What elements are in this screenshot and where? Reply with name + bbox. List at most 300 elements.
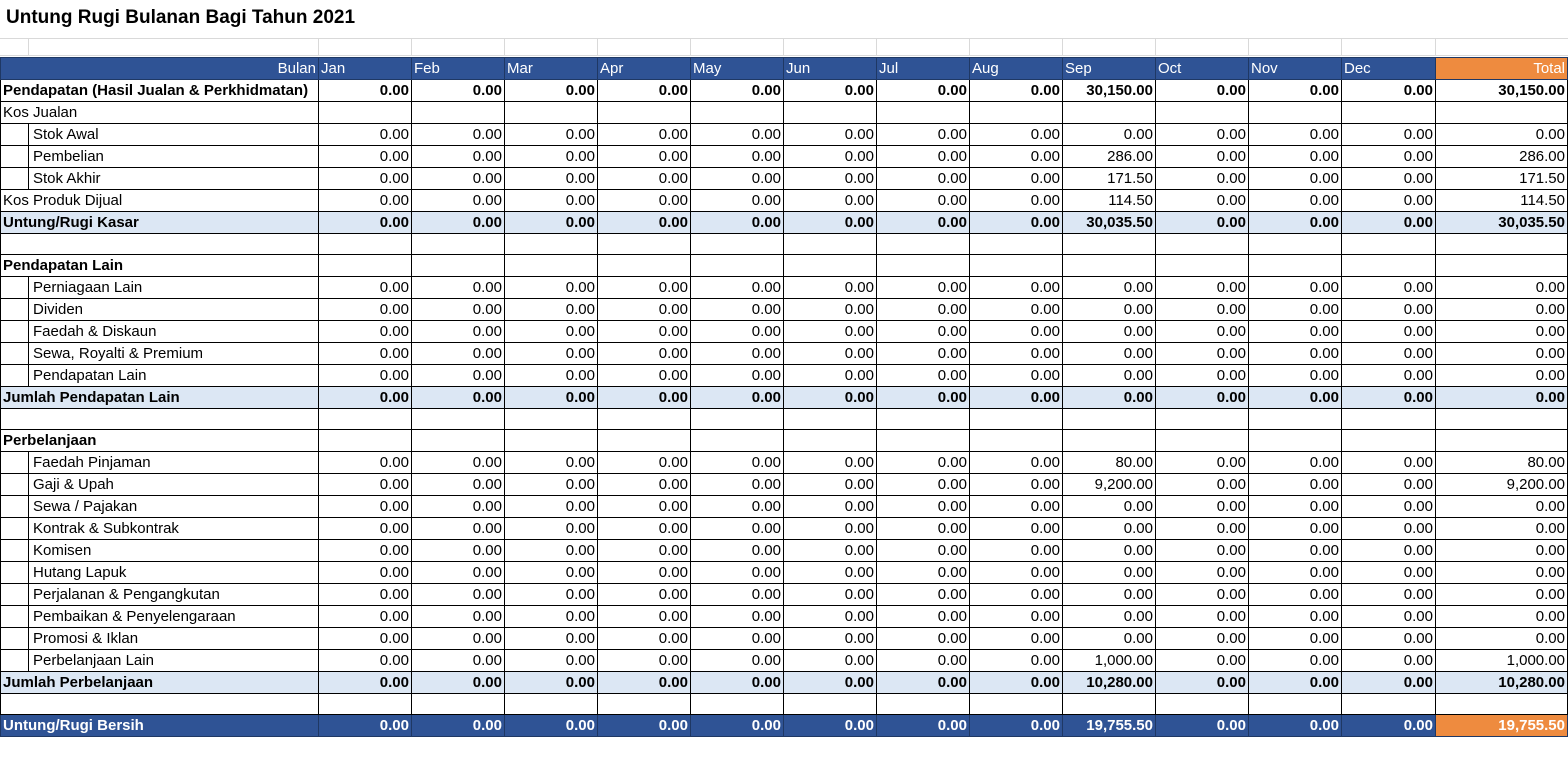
value-cell[interactable]: 0.00 (784, 212, 877, 234)
value-cell[interactable]: 0.00 (691, 452, 784, 474)
total-cell[interactable]: 10,280.00 (1436, 672, 1568, 694)
value-cell[interactable]: 0.00 (784, 299, 877, 321)
total-cell[interactable]: 30,150.00 (1436, 80, 1568, 102)
value-cell[interactable]: 0.00 (1249, 343, 1342, 365)
value-cell[interactable]: 0.00 (1342, 452, 1436, 474)
value-cell[interactable]: 0.00 (598, 606, 691, 628)
value-cell[interactable] (1156, 430, 1249, 452)
value-cell[interactable] (1156, 234, 1249, 255)
value-cell[interactable]: 0.00 (319, 496, 412, 518)
value-cell[interactable] (1249, 234, 1342, 255)
header-month-cell[interactable]: Sep (1063, 58, 1156, 80)
value-cell[interactable]: 0.00 (412, 628, 505, 650)
row-label-cell[interactable] (1, 299, 319, 321)
total-cell[interactable]: 19,755.50 (1436, 715, 1568, 737)
total-cell[interactable]: 1,000.00 (1436, 650, 1568, 672)
value-cell[interactable]: 0.00 (319, 299, 412, 321)
header-month-cell[interactable]: Oct (1156, 58, 1249, 80)
value-cell[interactable]: 0.00 (505, 628, 598, 650)
value-cell[interactable] (1156, 102, 1249, 124)
total-cell[interactable]: 0.00 (1436, 584, 1568, 606)
value-cell[interactable]: 0.00 (1342, 672, 1436, 694)
value-cell[interactable] (1342, 102, 1436, 124)
value-cell[interactable]: 0.00 (1249, 518, 1342, 540)
value-cell[interactable] (970, 694, 1063, 715)
value-cell[interactable]: 0.00 (691, 321, 784, 343)
value-cell[interactable]: 0.00 (505, 190, 598, 212)
total-cell[interactable] (1436, 409, 1568, 430)
total-cell[interactable]: 171.50 (1436, 168, 1568, 190)
value-cell[interactable]: 0.00 (970, 628, 1063, 650)
value-cell[interactable]: 0.00 (1342, 540, 1436, 562)
value-cell[interactable]: 0.00 (877, 715, 970, 737)
value-cell[interactable]: 0.00 (1342, 299, 1436, 321)
total-cell[interactable]: 0.00 (1436, 606, 1568, 628)
row-label-cell[interactable] (1, 321, 319, 343)
value-cell[interactable]: 0.00 (505, 518, 598, 540)
value-cell[interactable] (877, 694, 970, 715)
value-cell[interactable]: 0.00 (1249, 277, 1342, 299)
value-cell[interactable] (1249, 255, 1342, 277)
value-cell[interactable]: 0.00 (1156, 80, 1249, 102)
value-cell[interactable]: 0.00 (970, 212, 1063, 234)
value-cell[interactable] (412, 234, 505, 255)
value-cell[interactable]: 0.00 (319, 672, 412, 694)
value-cell[interactable]: 0.00 (1249, 650, 1342, 672)
value-cell[interactable]: 0.00 (319, 277, 412, 299)
value-cell[interactable]: 0.00 (1342, 496, 1436, 518)
value-cell[interactable]: 0.00 (412, 299, 505, 321)
row-label-cell[interactable] (1, 606, 319, 628)
total-cell[interactable] (1436, 694, 1568, 715)
value-cell[interactable]: 0.00 (1342, 168, 1436, 190)
value-cell[interactable] (691, 694, 784, 715)
header-label-cell[interactable]: Bulan (1, 58, 319, 80)
value-cell[interactable]: 0.00 (412, 124, 505, 146)
value-cell[interactable]: 0.00 (1249, 672, 1342, 694)
value-cell[interactable]: 0.00 (691, 80, 784, 102)
row-label-cell[interactable]: Jumlah Pendapatan Lain (1, 387, 319, 409)
value-cell[interactable]: 0.00 (691, 672, 784, 694)
value-cell[interactable]: 0.00 (691, 650, 784, 672)
value-cell[interactable]: 0.00 (1342, 562, 1436, 584)
row-label-cell[interactable] (1, 168, 319, 190)
value-cell[interactable]: 0.00 (1249, 715, 1342, 737)
value-cell[interactable] (1342, 255, 1436, 277)
value-cell[interactable]: 0.00 (505, 277, 598, 299)
value-cell[interactable]: 30,035.50 (1063, 212, 1156, 234)
value-cell[interactable]: 0.00 (1249, 540, 1342, 562)
value-cell[interactable]: 0.00 (784, 343, 877, 365)
value-cell[interactable]: 0.00 (691, 146, 784, 168)
total-cell[interactable] (1436, 255, 1568, 277)
value-cell[interactable]: 1,000.00 (1063, 650, 1156, 672)
total-cell[interactable]: 0.00 (1436, 387, 1568, 409)
value-cell[interactable] (1063, 102, 1156, 124)
value-cell[interactable]: 0.00 (319, 343, 412, 365)
value-cell[interactable]: 0.00 (412, 715, 505, 737)
value-cell[interactable]: 0.00 (784, 277, 877, 299)
value-cell[interactable] (784, 694, 877, 715)
row-label-cell[interactable] (1, 650, 319, 672)
value-cell[interactable]: 0.00 (412, 80, 505, 102)
value-cell[interactable]: 0.00 (784, 387, 877, 409)
value-cell[interactable]: 0.00 (412, 518, 505, 540)
value-cell[interactable]: 0.00 (598, 343, 691, 365)
value-cell[interactable] (1063, 409, 1156, 430)
value-cell[interactable]: 0.00 (970, 474, 1063, 496)
value-cell[interactable]: 0.00 (784, 365, 877, 387)
value-cell[interactable]: 0.00 (598, 518, 691, 540)
value-cell[interactable]: 0.00 (877, 168, 970, 190)
value-cell[interactable]: 286.00 (1063, 146, 1156, 168)
header-month-cell[interactable]: May (691, 58, 784, 80)
value-cell[interactable]: 0.00 (1063, 124, 1156, 146)
value-cell[interactable]: 0.00 (1249, 562, 1342, 584)
value-cell[interactable] (412, 694, 505, 715)
value-cell[interactable]: 0.00 (598, 321, 691, 343)
value-cell[interactable]: 0.00 (1156, 387, 1249, 409)
value-cell[interactable]: 0.00 (691, 387, 784, 409)
value-cell[interactable] (598, 102, 691, 124)
total-cell[interactable]: 0.00 (1436, 124, 1568, 146)
value-cell[interactable]: 0.00 (1342, 387, 1436, 409)
value-cell[interactable] (691, 409, 784, 430)
value-cell[interactable]: 0.00 (877, 474, 970, 496)
value-cell[interactable]: 0.00 (1342, 321, 1436, 343)
value-cell[interactable]: 0.00 (1342, 628, 1436, 650)
value-cell[interactable]: 0.00 (598, 474, 691, 496)
value-cell[interactable]: 0.00 (784, 715, 877, 737)
value-cell[interactable] (505, 694, 598, 715)
value-cell[interactable]: 0.00 (691, 277, 784, 299)
value-cell[interactable] (1063, 255, 1156, 277)
value-cell[interactable]: 0.00 (505, 387, 598, 409)
value-cell[interactable] (877, 255, 970, 277)
value-cell[interactable] (1342, 694, 1436, 715)
value-cell[interactable]: 0.00 (1249, 299, 1342, 321)
value-cell[interactable]: 0.00 (691, 496, 784, 518)
value-cell[interactable]: 0.00 (319, 715, 412, 737)
value-cell[interactable] (319, 234, 412, 255)
value-cell[interactable]: 0.00 (877, 277, 970, 299)
value-cell[interactable]: 0.00 (877, 80, 970, 102)
value-cell[interactable]: 0.00 (877, 452, 970, 474)
value-cell[interactable] (505, 102, 598, 124)
header-month-cell[interactable]: Aug (970, 58, 1063, 80)
row-label-cell[interactable] (1, 452, 319, 474)
value-cell[interactable]: 0.00 (970, 190, 1063, 212)
value-cell[interactable]: 0.00 (784, 606, 877, 628)
value-cell[interactable]: 0.00 (505, 343, 598, 365)
value-cell[interactable]: 0.00 (598, 672, 691, 694)
value-cell[interactable]: 9,200.00 (1063, 474, 1156, 496)
value-cell[interactable]: 0.00 (598, 562, 691, 584)
page-title[interactable]: Untung Rugi Bulanan Bagi Tahun 2021 (6, 7, 356, 28)
value-cell[interactable]: 0.00 (412, 365, 505, 387)
value-cell[interactable]: 0.00 (1063, 562, 1156, 584)
value-cell[interactable] (1249, 694, 1342, 715)
row-label-cell[interactable]: Jumlah Perbelanjaan (1, 672, 319, 694)
value-cell[interactable]: 0.00 (970, 321, 1063, 343)
value-cell[interactable]: 0.00 (1156, 168, 1249, 190)
value-cell[interactable]: 19,755.50 (1063, 715, 1156, 737)
value-cell[interactable]: 0.00 (877, 496, 970, 518)
value-cell[interactable] (877, 409, 970, 430)
value-cell[interactable]: 0.00 (598, 715, 691, 737)
value-cell[interactable]: 0.00 (319, 540, 412, 562)
value-cell[interactable]: 0.00 (598, 650, 691, 672)
value-cell[interactable]: 0.00 (1342, 146, 1436, 168)
value-cell[interactable] (1342, 409, 1436, 430)
value-cell[interactable]: 0.00 (598, 212, 691, 234)
value-cell[interactable]: 0.00 (505, 584, 598, 606)
value-cell[interactable] (691, 255, 784, 277)
value-cell[interactable]: 0.00 (691, 606, 784, 628)
value-cell[interactable]: 0.00 (1342, 343, 1436, 365)
value-cell[interactable] (784, 255, 877, 277)
total-cell[interactable]: 114.50 (1436, 190, 1568, 212)
value-cell[interactable]: 0.00 (970, 146, 1063, 168)
value-cell[interactable]: 0.00 (319, 387, 412, 409)
value-cell[interactable]: 0.00 (319, 650, 412, 672)
value-cell[interactable]: 0.00 (691, 124, 784, 146)
value-cell[interactable] (1156, 694, 1249, 715)
value-cell[interactable]: 0.00 (412, 277, 505, 299)
value-cell[interactable]: 0.00 (598, 387, 691, 409)
value-cell[interactable] (1156, 409, 1249, 430)
value-cell[interactable]: 0.00 (877, 650, 970, 672)
value-cell[interactable]: 0.00 (412, 562, 505, 584)
value-cell[interactable] (505, 430, 598, 452)
value-cell[interactable]: 0.00 (691, 190, 784, 212)
value-cell[interactable]: 0.00 (970, 584, 1063, 606)
value-cell[interactable]: 0.00 (1249, 496, 1342, 518)
value-cell[interactable] (598, 694, 691, 715)
value-cell[interactable]: 0.00 (412, 474, 505, 496)
value-cell[interactable] (970, 234, 1063, 255)
value-cell[interactable]: 0.00 (1156, 518, 1249, 540)
value-cell[interactable]: 0.00 (505, 80, 598, 102)
row-label-cell[interactable] (1, 694, 319, 715)
value-cell[interactable]: 0.00 (598, 124, 691, 146)
value-cell[interactable]: 0.00 (412, 168, 505, 190)
value-cell[interactable]: 10,280.00 (1063, 672, 1156, 694)
total-cell[interactable]: 9,200.00 (1436, 474, 1568, 496)
value-cell[interactable]: 0.00 (505, 715, 598, 737)
value-cell[interactable]: 0.00 (319, 518, 412, 540)
value-cell[interactable] (1249, 430, 1342, 452)
value-cell[interactable]: 0.00 (412, 146, 505, 168)
value-cell[interactable]: 0.00 (505, 672, 598, 694)
row-label-cell[interactable] (1, 146, 319, 168)
row-label-cell[interactable] (1, 124, 319, 146)
total-cell[interactable] (1436, 234, 1568, 255)
value-cell[interactable]: 0.00 (598, 80, 691, 102)
value-cell[interactable]: 0.00 (1249, 80, 1342, 102)
row-label-cell[interactable] (1, 277, 319, 299)
value-cell[interactable]: 0.00 (1342, 277, 1436, 299)
value-cell[interactable]: 0.00 (691, 343, 784, 365)
value-cell[interactable]: 0.00 (505, 299, 598, 321)
value-cell[interactable]: 0.00 (1156, 584, 1249, 606)
value-cell[interactable] (598, 234, 691, 255)
value-cell[interactable]: 0.00 (970, 168, 1063, 190)
value-cell[interactable]: 0.00 (1249, 212, 1342, 234)
total-cell[interactable] (1436, 430, 1568, 452)
value-cell[interactable]: 0.00 (970, 672, 1063, 694)
value-cell[interactable] (877, 102, 970, 124)
value-cell[interactable] (598, 255, 691, 277)
value-cell[interactable]: 114.50 (1063, 190, 1156, 212)
row-label-cell[interactable] (1, 409, 319, 430)
value-cell[interactable]: 0.00 (1156, 496, 1249, 518)
value-cell[interactable]: 171.50 (1063, 168, 1156, 190)
value-cell[interactable]: 0.00 (1342, 715, 1436, 737)
row-label-cell[interactable] (1, 518, 319, 540)
value-cell[interactable]: 0.00 (691, 365, 784, 387)
value-cell[interactable] (1342, 234, 1436, 255)
value-cell[interactable]: 0.00 (784, 146, 877, 168)
row-label-cell[interactable] (1, 234, 319, 255)
total-cell[interactable]: 0.00 (1436, 496, 1568, 518)
value-cell[interactable]: 0.00 (319, 146, 412, 168)
value-cell[interactable] (877, 234, 970, 255)
value-cell[interactable]: 0.00 (1156, 650, 1249, 672)
value-cell[interactable]: 0.00 (1342, 650, 1436, 672)
value-cell[interactable]: 0.00 (691, 628, 784, 650)
value-cell[interactable]: 0.00 (1156, 452, 1249, 474)
total-cell[interactable]: 286.00 (1436, 146, 1568, 168)
value-cell[interactable]: 0.00 (691, 562, 784, 584)
value-cell[interactable]: 0.00 (691, 474, 784, 496)
value-cell[interactable]: 0.00 (319, 124, 412, 146)
value-cell[interactable]: 0.00 (1156, 277, 1249, 299)
row-label-cell[interactable]: Kos Jualan (1, 102, 319, 124)
value-cell[interactable] (319, 409, 412, 430)
value-cell[interactable]: 0.00 (412, 672, 505, 694)
value-cell[interactable]: 0.00 (412, 387, 505, 409)
total-cell[interactable]: 0.00 (1436, 628, 1568, 650)
value-cell[interactable]: 0.00 (970, 496, 1063, 518)
value-cell[interactable]: 0.00 (1249, 474, 1342, 496)
value-cell[interactable]: 0.00 (970, 540, 1063, 562)
value-cell[interactable]: 0.00 (1342, 518, 1436, 540)
value-cell[interactable]: 0.00 (319, 80, 412, 102)
value-cell[interactable]: 0.00 (505, 321, 598, 343)
value-cell[interactable]: 0.00 (1249, 168, 1342, 190)
value-cell[interactable]: 0.00 (877, 299, 970, 321)
value-cell[interactable]: 0.00 (412, 650, 505, 672)
value-cell[interactable]: 0.00 (1156, 190, 1249, 212)
total-cell[interactable]: 0.00 (1436, 365, 1568, 387)
value-cell[interactable]: 0.00 (505, 496, 598, 518)
value-cell[interactable] (319, 102, 412, 124)
value-cell[interactable] (970, 430, 1063, 452)
value-cell[interactable]: 0.00 (970, 80, 1063, 102)
value-cell[interactable]: 0.00 (1156, 606, 1249, 628)
value-cell[interactable]: 0.00 (1249, 365, 1342, 387)
value-cell[interactable]: 0.00 (505, 124, 598, 146)
value-cell[interactable]: 0.00 (970, 343, 1063, 365)
value-cell[interactable]: 0.00 (598, 299, 691, 321)
value-cell[interactable]: 0.00 (691, 299, 784, 321)
value-cell[interactable]: 0.00 (691, 212, 784, 234)
value-cell[interactable] (412, 409, 505, 430)
value-cell[interactable] (598, 409, 691, 430)
value-cell[interactable]: 0.00 (598, 452, 691, 474)
value-cell[interactable]: 0.00 (505, 146, 598, 168)
value-cell[interactable]: 0.00 (970, 452, 1063, 474)
value-cell[interactable]: 0.00 (784, 474, 877, 496)
row-label-cell[interactable]: Kos Produk Dijual (1, 190, 319, 212)
value-cell[interactable]: 0.00 (877, 146, 970, 168)
value-cell[interactable]: 0.00 (598, 365, 691, 387)
value-cell[interactable] (784, 409, 877, 430)
value-cell[interactable]: 0.00 (319, 606, 412, 628)
value-cell[interactable]: 0.00 (505, 212, 598, 234)
row-label-cell[interactable] (1, 496, 319, 518)
row-label-cell[interactable]: Pendapatan Lain (1, 255, 319, 277)
value-cell[interactable]: 0.00 (970, 518, 1063, 540)
value-cell[interactable]: 0.00 (412, 452, 505, 474)
header-month-cell[interactable]: Jul (877, 58, 970, 80)
value-cell[interactable]: 0.00 (598, 496, 691, 518)
value-cell[interactable]: 0.00 (877, 672, 970, 694)
value-cell[interactable]: 0.00 (505, 365, 598, 387)
value-cell[interactable]: 0.00 (970, 365, 1063, 387)
value-cell[interactable]: 0.00 (877, 518, 970, 540)
value-cell[interactable]: 0.00 (1063, 606, 1156, 628)
value-cell[interactable]: 0.00 (1156, 124, 1249, 146)
value-cell[interactable]: 0.00 (505, 474, 598, 496)
value-cell[interactable]: 0.00 (877, 212, 970, 234)
total-cell[interactable]: 0.00 (1436, 518, 1568, 540)
value-cell[interactable]: 0.00 (319, 452, 412, 474)
total-cell[interactable]: 80.00 (1436, 452, 1568, 474)
value-cell[interactable]: 0.00 (412, 343, 505, 365)
value-cell[interactable] (784, 102, 877, 124)
value-cell[interactable]: 0.00 (319, 474, 412, 496)
value-cell[interactable]: 0.00 (505, 562, 598, 584)
value-cell[interactable]: 0.00 (319, 365, 412, 387)
value-cell[interactable]: 0.00 (1249, 190, 1342, 212)
value-cell[interactable]: 0.00 (1156, 299, 1249, 321)
value-cell[interactable] (877, 430, 970, 452)
value-cell[interactable]: 0.00 (1249, 452, 1342, 474)
value-cell[interactable]: 30,150.00 (1063, 80, 1156, 102)
value-cell[interactable]: 0.00 (784, 190, 877, 212)
value-cell[interactable]: 0.00 (412, 540, 505, 562)
value-cell[interactable]: 0.00 (784, 540, 877, 562)
value-cell[interactable]: 0.00 (319, 321, 412, 343)
value-cell[interactable]: 0.00 (1156, 365, 1249, 387)
total-cell[interactable]: 0.00 (1436, 299, 1568, 321)
total-cell[interactable]: 30,035.50 (1436, 212, 1568, 234)
value-cell[interactable] (319, 255, 412, 277)
value-cell[interactable]: 0.00 (691, 540, 784, 562)
value-cell[interactable] (691, 102, 784, 124)
value-cell[interactable]: 0.00 (1249, 387, 1342, 409)
value-cell[interactable]: 0.00 (784, 124, 877, 146)
value-cell[interactable]: 0.00 (877, 124, 970, 146)
value-cell[interactable]: 0.00 (1342, 124, 1436, 146)
value-cell[interactable] (1063, 430, 1156, 452)
value-cell[interactable]: 0.00 (970, 124, 1063, 146)
value-cell[interactable]: 0.00 (1063, 387, 1156, 409)
value-cell[interactable]: 0.00 (877, 628, 970, 650)
value-cell[interactable]: 0.00 (877, 584, 970, 606)
